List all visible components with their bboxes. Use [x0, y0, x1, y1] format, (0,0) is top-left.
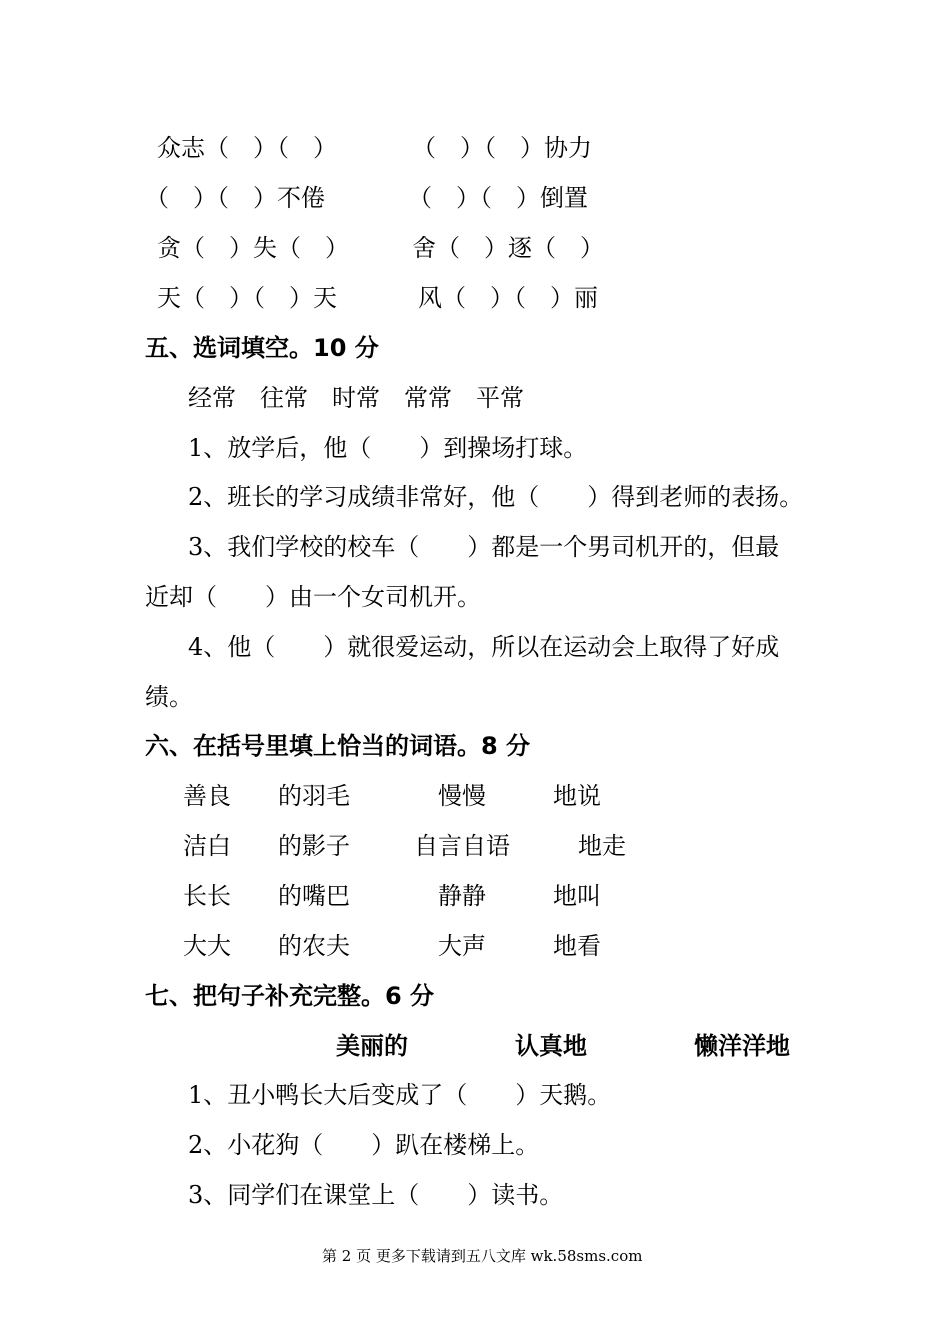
word-choice: 懒洋洋地: [694, 1032, 790, 1060]
idiom-item: 众志（ ）（ ）: [157, 134, 337, 162]
section-title: 六、在括号里填上恰当的词语。8 分: [145, 732, 531, 760]
word-cell: 地走: [578, 832, 626, 860]
idiom-item: 风（ ）（ ）丽: [418, 284, 598, 312]
idiom-item: （ ）（ ）不倦: [145, 184, 325, 212]
word-cell: 大声: [438, 932, 486, 960]
question-line: 1、丑小鸭长大后变成了（ ）天鹅。: [188, 1081, 612, 1109]
word-cell: 长长: [183, 882, 231, 910]
idiom-item: （ ）（ ）协力: [412, 134, 592, 162]
word-cell: 的嘴巴: [278, 882, 350, 910]
question-line: 3、同学们在课堂上（ ）读书。: [188, 1181, 564, 1209]
word-cell: 地叫: [553, 882, 601, 910]
question-line: 4、他（ ）就很爱运动，所以在运动会上取得了好成: [188, 633, 780, 661]
section-title: 五、选词填空。10 分: [145, 334, 379, 362]
word-cell: 的影子: [278, 832, 350, 860]
question-line: 2、班长的学习成绩非常好，他（ ）得到老师的表扬。: [188, 483, 804, 511]
idiom-item: 舍（ ）逐（ ）: [412, 234, 604, 262]
idiom-item: 天（ ）（ ）天: [157, 284, 337, 312]
idiom-item: 贪（ ）失（ ）: [157, 234, 349, 262]
question-line: 3、我们学校的校车（ ）都是一个男司机开的，但最: [188, 533, 780, 561]
word-cell: 地看: [553, 932, 601, 960]
word-cell: 洁白: [183, 832, 231, 860]
word-cell: 的羽毛: [278, 782, 350, 810]
question-line: 1、放学后，他（ ）到操场打球。: [188, 434, 588, 462]
word-cell: 善良: [183, 782, 231, 810]
page-footer: 第 2 页 更多下载请到五八文库 wk.58sms.com: [322, 1247, 643, 1265]
word-cell: 自言自语: [414, 832, 510, 860]
word-cell: 地说: [553, 782, 601, 810]
word-cell: 的农夫: [278, 932, 350, 960]
section-title: 七、把句子补充完整。6 分: [145, 982, 435, 1010]
question-line: 2、小花狗（ ）趴在楼梯上。: [188, 1131, 540, 1159]
word-cell: 慢慢: [438, 782, 486, 810]
idiom-item: （ ）（ ）倒置: [408, 184, 588, 212]
word-cell: 静静: [438, 882, 486, 910]
word-cell: 大大: [183, 932, 231, 960]
question-line: 近却（ ）由一个女司机开。: [145, 583, 481, 611]
word-choice: 认真地: [515, 1032, 587, 1060]
word-choices: 经常 往常 时常 常常 平常: [188, 384, 524, 412]
question-line: 绩。: [145, 683, 193, 711]
word-choice: 美丽的: [336, 1032, 408, 1060]
